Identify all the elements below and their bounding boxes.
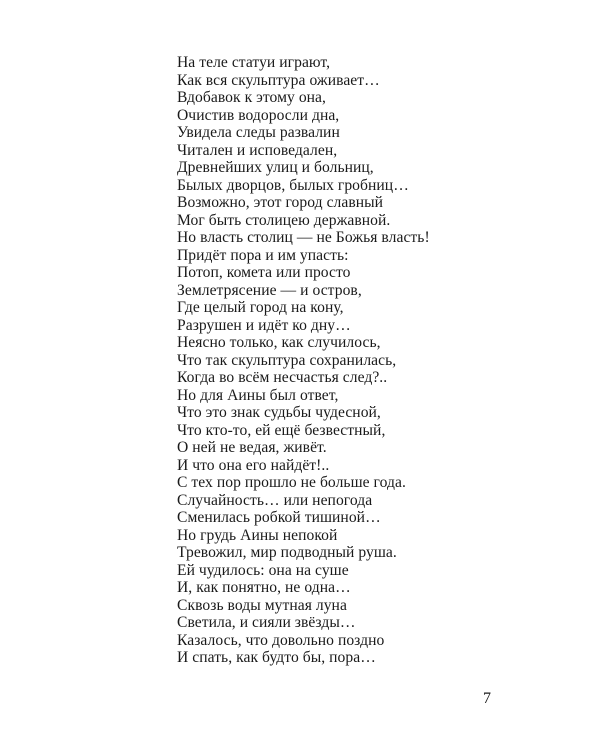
poem-line: Сквозь воды мутная луна	[177, 596, 347, 614]
poem-line: Что кто-то, ей ещё безвестный,	[177, 421, 386, 439]
poem-line: И спать, как будто бы, пора…	[177, 649, 376, 666]
poem-line: Где целый город на кону,	[177, 299, 344, 316]
poem-line: Казалось, что довольно поздно	[177, 631, 385, 649]
poem-line: О ней не ведая, живёт.	[177, 439, 327, 456]
poem-line: Вдобавок к этому она,	[177, 89, 326, 106]
poem-line: Тревожил, мир подводный руша.	[177, 544, 397, 561]
poem-line: Но грудь Аины непокой	[177, 526, 338, 544]
poem-line: Очистив водоросли дна,	[177, 106, 340, 124]
poem-line: Но для Аины был ответ,	[177, 386, 339, 404]
poem-line: Былых дворцов, былых гробниц…	[177, 176, 409, 194]
poem-line: Землетрясение — и остров,	[177, 281, 362, 299]
poem-line: Светила, и сияли звёзды…	[177, 614, 356, 631]
poem-line: Потоп, комета или просто	[177, 264, 351, 281]
poem-line: Возможно, этот город славный	[177, 194, 384, 211]
poem-line: Но власть столиц — не Божья власть!	[177, 229, 430, 246]
poem-line: Как вся скульптура оживает…	[177, 71, 380, 89]
poem-line: Случайность… или непогода	[177, 491, 373, 509]
poem-line: Древнейших улиц и больниц,	[177, 159, 374, 176]
poem-line: На теле статуи играют,	[177, 54, 331, 71]
poem-line: Мог быть столицею державной.	[177, 211, 391, 229]
poem-line: Что так скульптура сохранилась,	[177, 351, 397, 369]
poem-text	[177, 54, 430, 667]
poem-line: Сменилась робкой тишиной…	[177, 509, 381, 526]
poem-line: Придёт пора и им упасть:	[177, 246, 349, 264]
poem-line: Неясно только, как случилось,	[177, 334, 381, 351]
poem-line: С тех пор прошло не больше года.	[177, 474, 406, 491]
poem-line: И, как понятно, не одна…	[177, 579, 351, 596]
poem-line: И что она его найдёт!..	[177, 456, 330, 474]
poem-line: Увидела следы развалин	[177, 124, 340, 141]
poem-line: Когда во всём несчастья след?..	[177, 369, 388, 386]
poem-line: Читален и исповедален,	[177, 141, 338, 159]
poem-line: Разрушен и идёт ко дну…	[177, 316, 351, 334]
poem-line: Что это знак судьбы чудесной,	[177, 404, 381, 421]
page-number: 7	[483, 690, 491, 707]
poem-line: Ей чудилось: она на суше	[177, 561, 349, 579]
